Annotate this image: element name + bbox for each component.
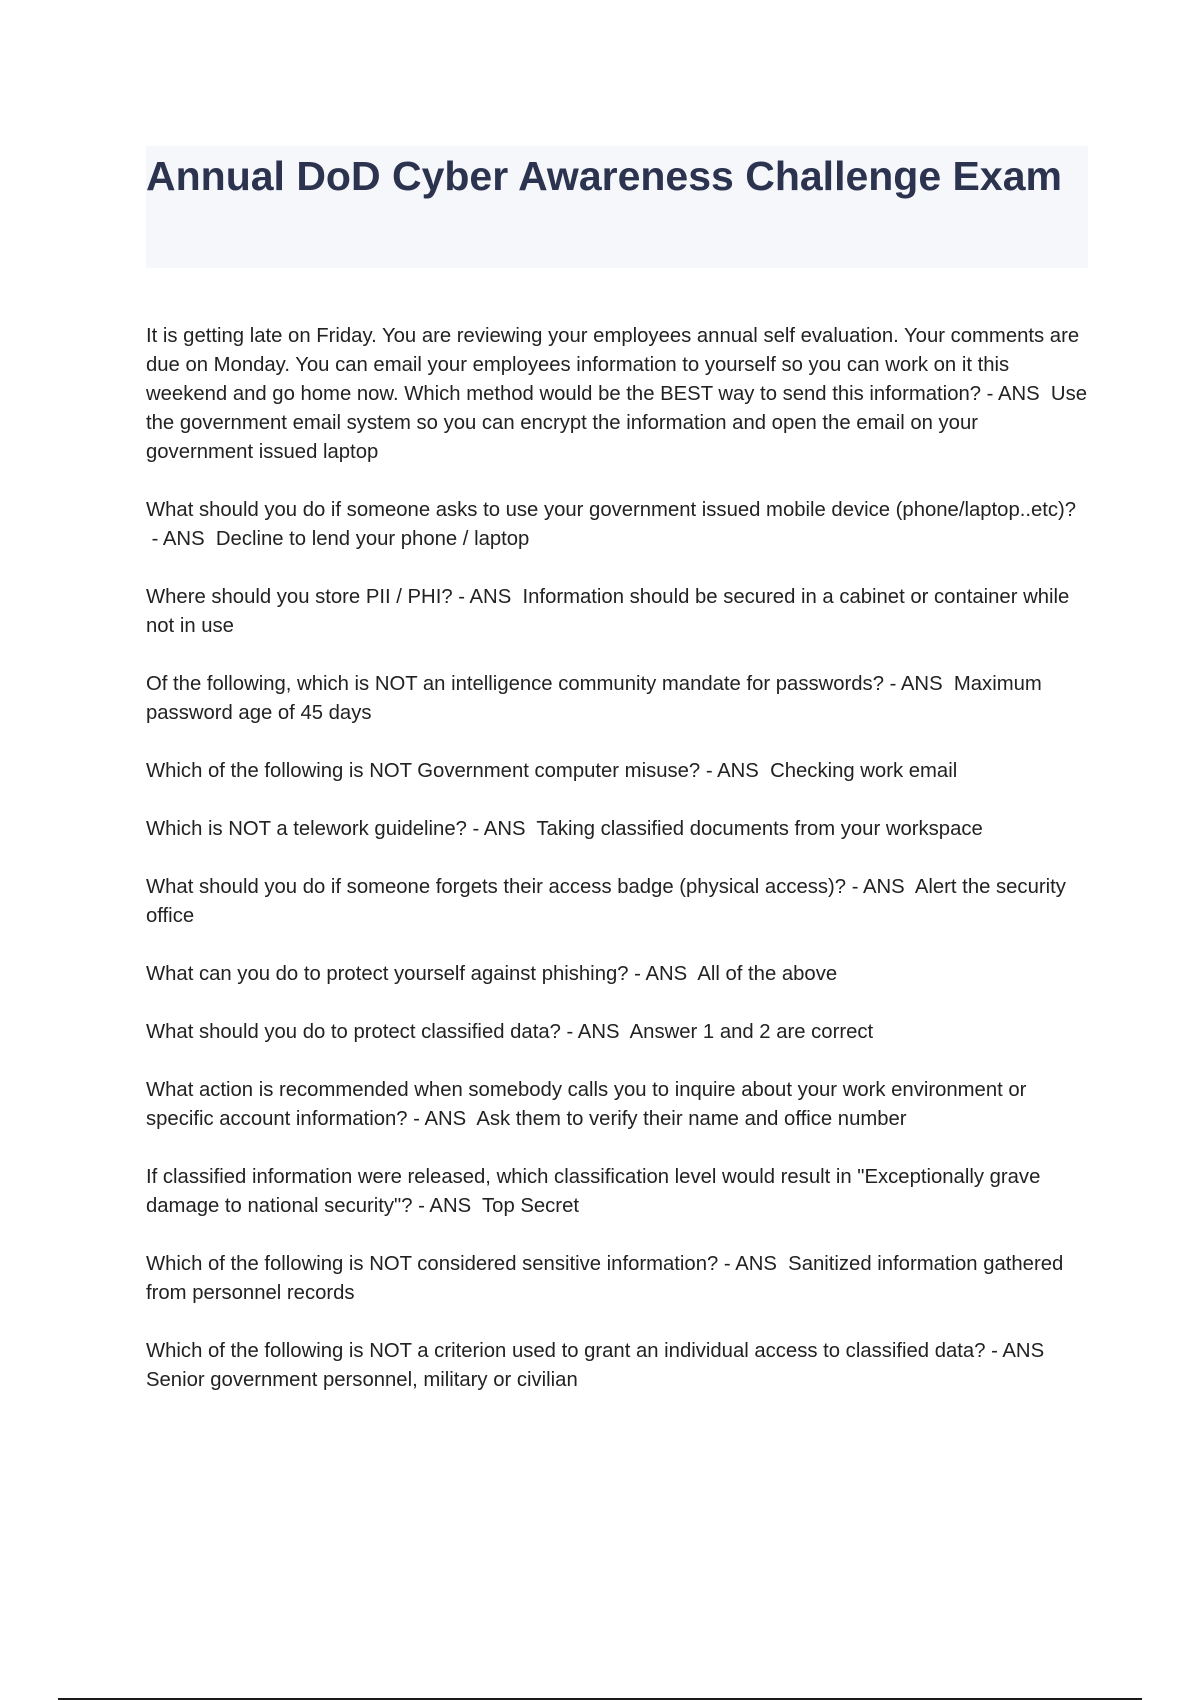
qa-item	[146, 1163, 1088, 1221]
answer-label: ANS	[483, 818, 526, 840]
question-text: Which of the following is NOT a criterion used to grant an individual access to classified data?	[146, 1340, 986, 1362]
separator: -	[981, 383, 998, 405]
answer-text: Senior government personnel, military or civilian	[146, 1369, 578, 1391]
separator: -	[452, 586, 470, 608]
answer-text: Answer 1 and 2 are correct	[629, 1021, 874, 1043]
answer-label: ANS	[1002, 1340, 1045, 1362]
qa-item	[146, 1018, 1088, 1047]
page-title: Annual DoD Cyber Awareness Challenge Exam	[146, 153, 1062, 199]
answer-text: Maximum password age of 45 days	[146, 673, 1042, 724]
answer-label: ANS	[577, 1021, 620, 1043]
answer-label: ANS	[469, 586, 512, 608]
question-text: Which of the following is NOT considered sensitive information?	[146, 1253, 719, 1275]
answer-label: ANS	[717, 760, 759, 782]
question-text: What should you do if someone forgets their access badge (physical access)?	[146, 876, 847, 898]
answer-label: ANS	[645, 963, 688, 985]
separator: -	[412, 1195, 430, 1217]
separator: -	[407, 1108, 425, 1130]
answer-text: Alert the security office	[146, 876, 1066, 927]
question-text: Which of the following is NOT Government computer misuse?	[146, 760, 701, 782]
question-text: What should you do to protect classified data?	[146, 1021, 561, 1043]
separator: -	[700, 760, 718, 782]
separator: -	[883, 673, 901, 695]
answer-label: ANS	[424, 1108, 467, 1130]
qa-item	[146, 322, 1088, 467]
separator: -	[718, 1253, 736, 1275]
question-text: What can you do to protect yourself against phishing?	[146, 963, 629, 985]
answer-text: All of the above	[697, 963, 838, 985]
qa-item	[146, 1076, 1088, 1134]
answer-text: Top Secret	[482, 1195, 579, 1217]
title-banner	[146, 146, 1088, 268]
qa-item	[146, 815, 1088, 844]
answer-text: Sanitized information gathered from personnel records	[146, 1253, 1064, 1304]
answer-label: ANS	[429, 1195, 472, 1217]
question-text: Which is NOT a telework guideline?	[146, 818, 467, 840]
qa-item	[146, 873, 1088, 931]
qa-list	[146, 322, 1088, 1424]
question-text: Of the following, which is NOT an intelligence community mandate for passwords?	[146, 673, 884, 695]
answer-text: Decline to lend your phone / laptop	[215, 528, 530, 550]
answer-label: ANS	[862, 876, 905, 898]
separator: -	[466, 818, 484, 840]
qa-item	[146, 757, 1088, 786]
qa-item	[146, 1337, 1088, 1395]
qa-item	[146, 583, 1088, 641]
separator: -	[846, 876, 863, 898]
answer-label: ANS	[900, 673, 943, 695]
question-text: Where should you store PII / PHI?	[146, 586, 453, 608]
answer-label: ANS	[162, 528, 205, 550]
separator: -	[628, 963, 646, 985]
question-text: What action is recommended when somebody calls you to inquire about your work environment or specific account information?	[146, 1079, 1027, 1130]
separator: -	[985, 1340, 1003, 1362]
answer-text: Taking classified documents from your workspace	[536, 818, 983, 840]
separator: -	[560, 1021, 578, 1043]
answer-text: Use the government email system so you can encrypt the information and open the email on your government issued laptop	[146, 383, 1087, 463]
answer-label: ANS	[735, 1253, 777, 1275]
separator: -	[146, 528, 163, 550]
qa-item	[146, 1250, 1088, 1308]
answer-text: Information should be secured in a cabinet or container while not in use	[146, 586, 1070, 637]
answer-text: Ask them to verify their name and office number	[476, 1108, 907, 1130]
question-text: If classified information were released, which classification level would result in "Exceptionally grave damage to national security"?	[146, 1166, 1041, 1217]
qa-item	[146, 960, 1088, 989]
question-text: It is getting late on Friday. You are reviewing your employees annual self evaluation. Your comments are due on Monday. You can email your employees information to yourself so you can work on it this weekend and go home now. Which method would be the BEST way to send this information?	[146, 325, 1080, 405]
answer-label: ANS	[997, 383, 1040, 405]
answer-text: Checking work email	[770, 760, 958, 782]
qa-item	[146, 496, 1088, 554]
question-text: What should you do if someone asks to use your government issued mobile device (phone/laptop..etc)?	[146, 499, 1077, 521]
qa-item	[146, 670, 1088, 728]
